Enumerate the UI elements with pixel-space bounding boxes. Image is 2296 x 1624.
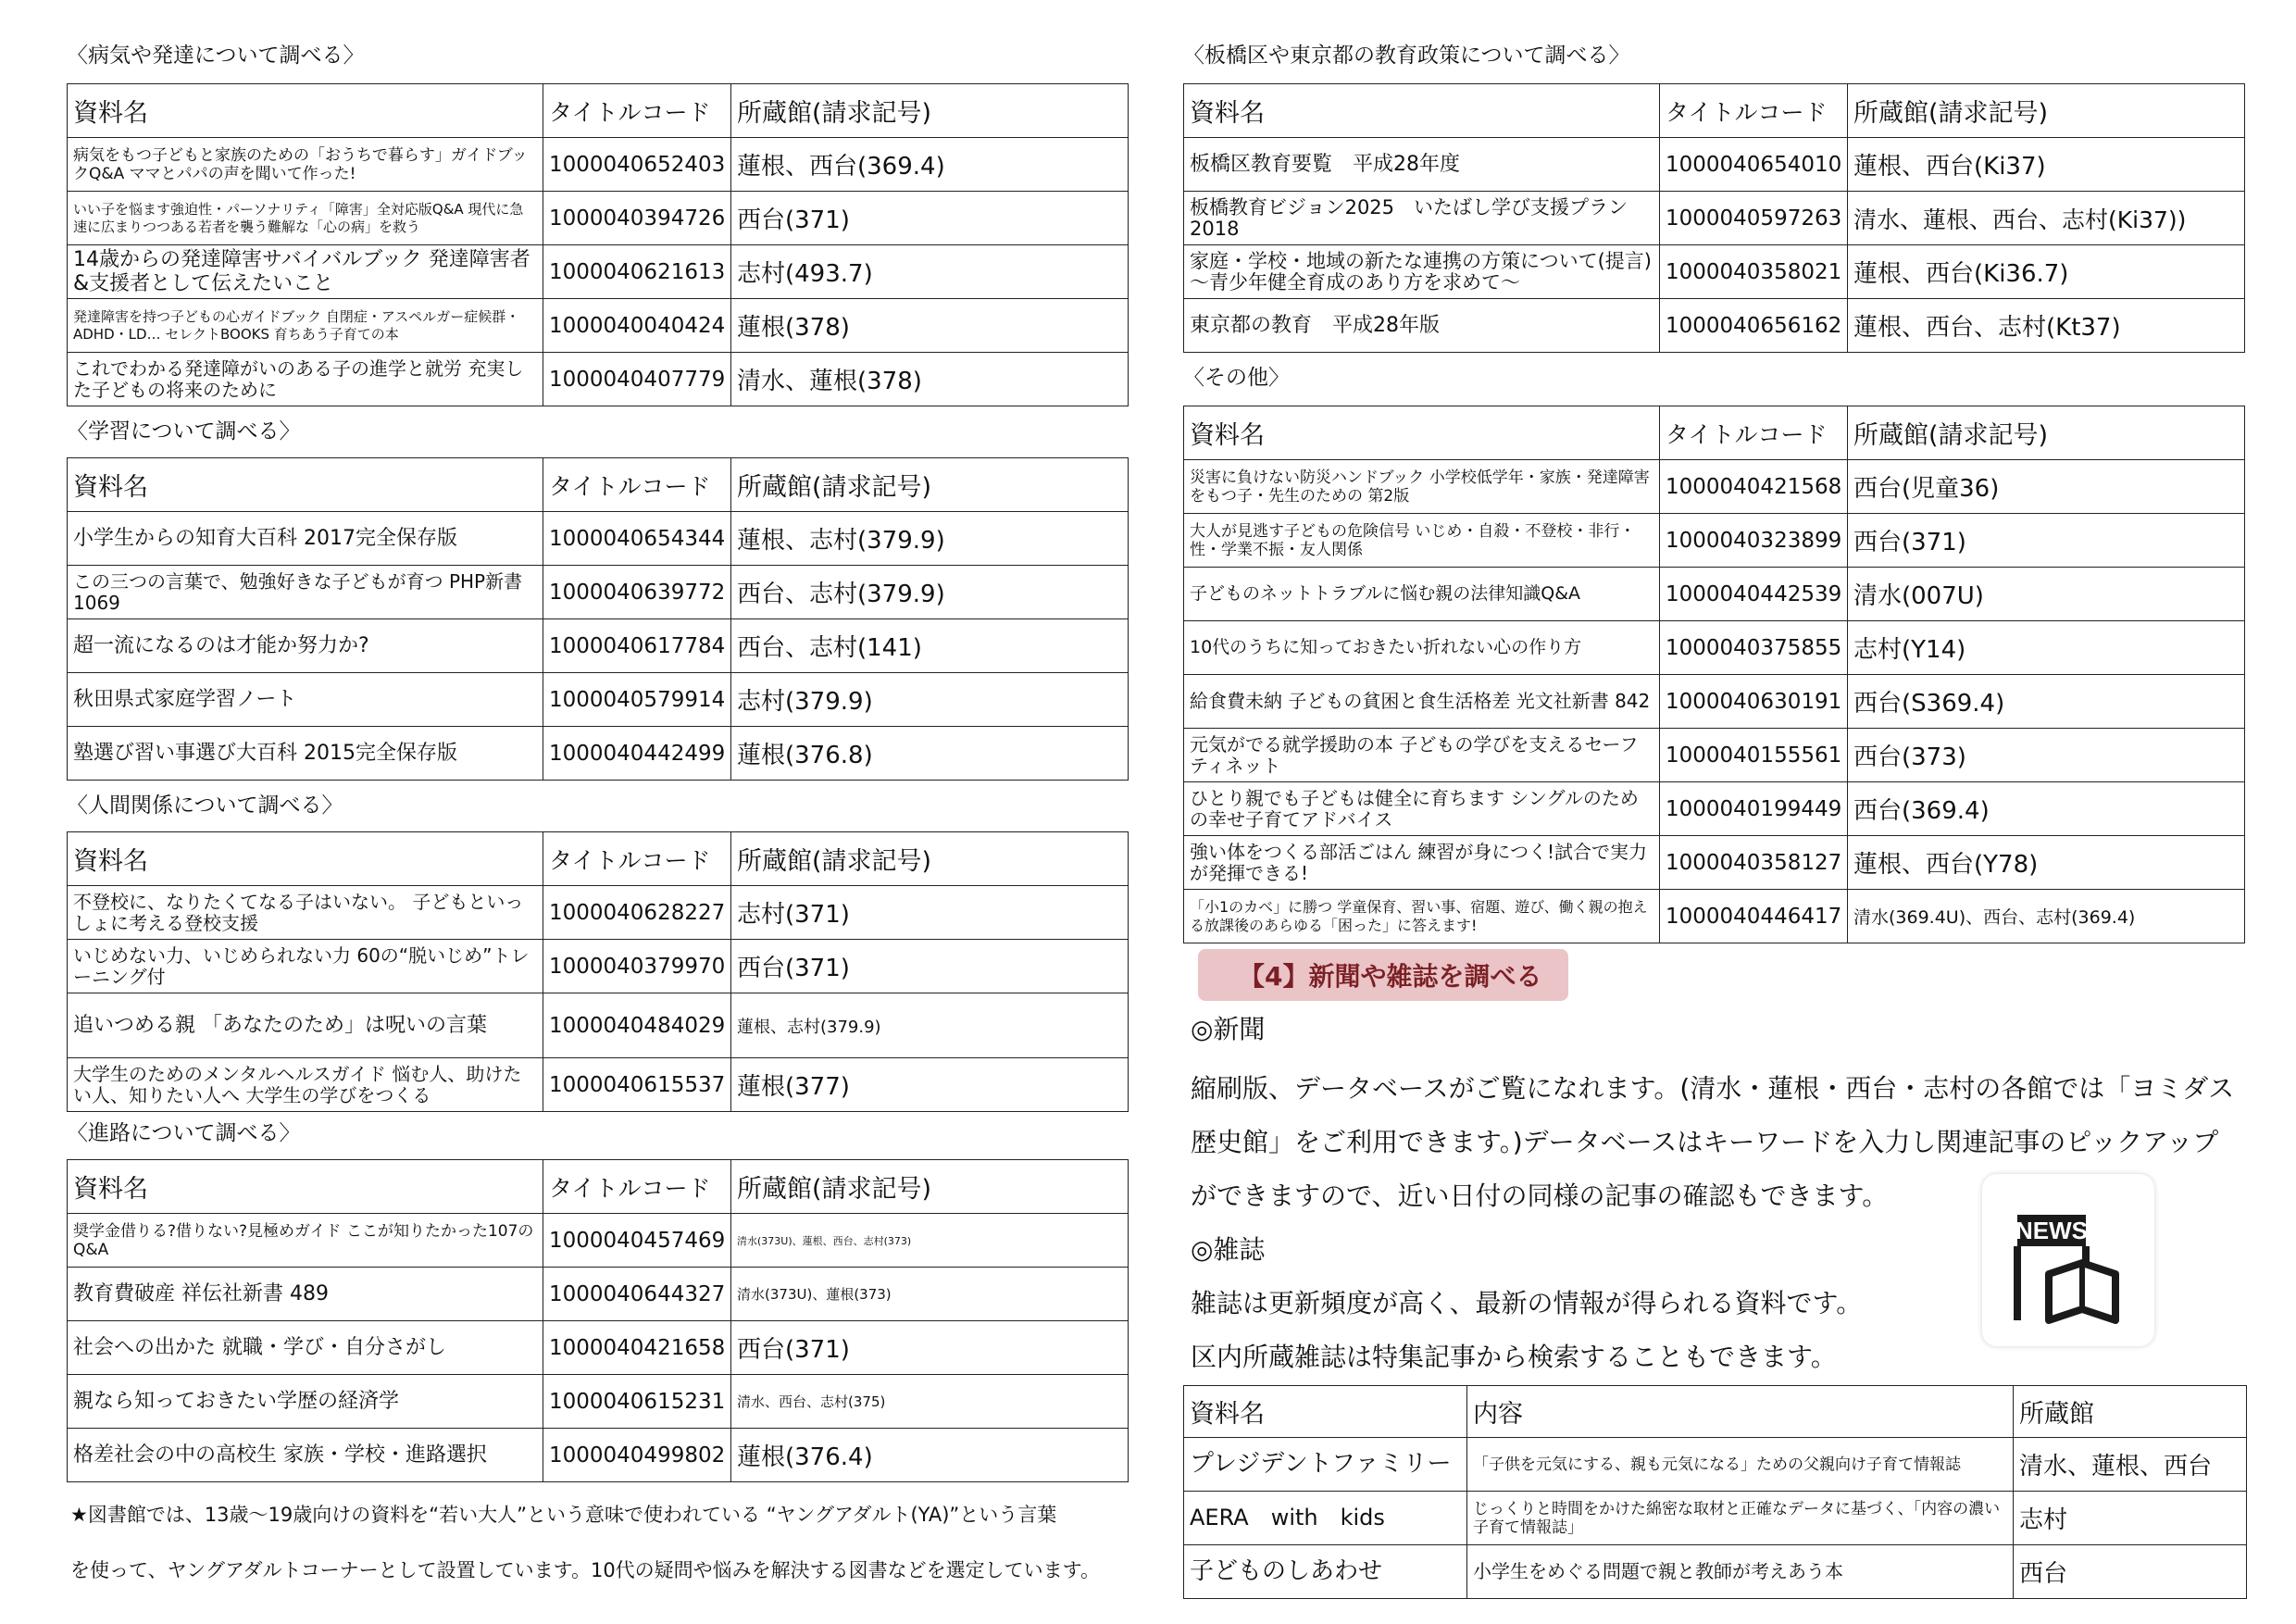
book-title: 板橋教育ビジョン2025 いたばし学び支援プラン2018 bbox=[1184, 192, 1660, 245]
table-row bbox=[1184, 299, 2245, 353]
title-code: 1000040652403 bbox=[543, 138, 731, 192]
library-callnumber: 清水、蓮根(378) bbox=[731, 353, 1129, 406]
library-callnumber: 清水(007U) bbox=[1848, 568, 2245, 621]
library-callnumber: 西台(371) bbox=[731, 1321, 1129, 1375]
book-title: 強い体をつくる部活ごはん 練習が身につく!試合で実力が発揮できる! bbox=[1184, 836, 1660, 890]
news-icon-label: NEWS bbox=[2015, 1217, 2088, 1244]
column-header-code: タイトルコード bbox=[543, 84, 731, 138]
column-header-library: 所蔵館 bbox=[2014, 1386, 2247, 1438]
book-title: 病気をもつ子どもと家族のための「おうちで暮らす」ガイドブックQ&A ママとパパの声を聞いて作った! bbox=[68, 138, 543, 192]
table-row bbox=[68, 299, 1129, 353]
book-title: 追いつめる親 「あなたのため」は呪いの言葉 bbox=[68, 993, 543, 1058]
title-code: 1000040639772 bbox=[543, 566, 731, 619]
title-code: 1000040442499 bbox=[543, 727, 731, 781]
title-code: 1000040621613 bbox=[543, 245, 731, 299]
title-code: 1000040644327 bbox=[543, 1268, 731, 1321]
ya-note-line-2: を使って、ヤングアダルトコーナーとして設置しています。10代の疑問や悩みを解決する図書などを選定しています。 bbox=[70, 1559, 1100, 1581]
column-header-name: 資料名 bbox=[68, 84, 543, 138]
section-heading-study: 〈学習について調べる〉 bbox=[67, 419, 301, 443]
section-badge-news: 【4】新聞や雑誌を調べる bbox=[1198, 949, 1568, 1001]
table-row bbox=[1184, 621, 2245, 675]
magazine-text-line: 区内所蔵雑誌は特集記事から検索することもできます。 bbox=[1191, 1342, 1837, 1372]
magazine-heading: ◎雑誌 bbox=[1191, 1234, 1266, 1265]
book-title: 小学生からの知育大百科 2017完全保存版 bbox=[68, 512, 543, 566]
library-callnumber: 西台、志村(379.9) bbox=[731, 566, 1129, 619]
table-row bbox=[1184, 675, 2245, 729]
library-callnumber: 西台、志村(141) bbox=[731, 619, 1129, 673]
newspaper-text-line: 歴史館」をご利用できます。)データベースはキーワードを入力し関連記事のピックアップ bbox=[1191, 1127, 2219, 1157]
table-row bbox=[68, 566, 1129, 619]
title-code: 1000040358021 bbox=[1660, 245, 1848, 299]
library-callnumber: 蓮根、西台、志村(Kt37) bbox=[1848, 299, 2245, 353]
title-code: 1000040597263 bbox=[1660, 192, 1848, 245]
table-row bbox=[1184, 1438, 2247, 1492]
library-callnumber: 清水、西台、志村(375) bbox=[731, 1375, 1129, 1429]
title-code: 1000040457469 bbox=[543, 1214, 731, 1268]
book-title: 発達障害を持つ子どもの心ガイドブック 自閉症・アスペルガー症候群・ADHD・LD… セレクトBOOKS 育ちあう子育ての本 bbox=[68, 299, 543, 353]
book-title: 格差社会の中の高校生 家族・学校・進路選択 bbox=[68, 1429, 543, 1482]
book-title: 大人が見逃す子どもの危険信号 いじめ・自殺・不登校・非行・性・学業不振・友人関係 bbox=[1184, 514, 1660, 568]
section-heading-relations: 〈人間関係について調べる〉 bbox=[67, 793, 343, 818]
book-title: 奨学金借りる?借りない?見極めガイド ここが知りたかった107のQ&A bbox=[68, 1214, 543, 1268]
library-callnumber: 志村(371) bbox=[731, 886, 1129, 940]
table-row bbox=[1184, 890, 2245, 943]
book-title: 14歳からの発達障害サバイバルブック 発達障害者&支援者として伝えたいこと bbox=[68, 245, 543, 299]
table-header-row bbox=[1184, 84, 2245, 138]
book-title: ひとり親でも子どもは健全に育ちます シングルのための幸せ子育てアドバイス bbox=[1184, 782, 1660, 836]
table-row bbox=[68, 1429, 1129, 1482]
table-row bbox=[1184, 460, 2245, 514]
table-career bbox=[67, 1159, 1129, 1482]
table-row bbox=[1184, 245, 2245, 299]
column-header-library: 所蔵館(請求記号) bbox=[1848, 406, 2245, 460]
newspaper-heading: ◎新聞 bbox=[1191, 1014, 1266, 1044]
library-callnumber: 蓮根、西台(369.4) bbox=[731, 138, 1129, 192]
book-title: 子どものネットトラブルに悩む親の法律知識Q&A bbox=[1184, 568, 1660, 621]
section-heading-illness: 〈病気や発達について調べる〉 bbox=[67, 44, 365, 68]
library-callnumber: 西台(373) bbox=[1848, 729, 2245, 782]
table-row bbox=[68, 353, 1129, 406]
title-code: 1000040656162 bbox=[1660, 299, 1848, 353]
library-callnumber: 蓮根、西台(Ki37) bbox=[1848, 138, 2245, 192]
library-callnumber: 西台(369.4) bbox=[1848, 782, 2245, 836]
table-row bbox=[68, 993, 1129, 1058]
title-code: 1000040499802 bbox=[543, 1429, 731, 1482]
library-callnumber: 西台(児童36) bbox=[1848, 460, 2245, 514]
title-code: 1000040394726 bbox=[543, 192, 731, 245]
title-code: 1000040421658 bbox=[543, 1321, 731, 1375]
section-heading-other: 〈その他〉 bbox=[1183, 366, 1290, 390]
book-title: 給食費未納 子どもの貧困と食生活格差 光文社新書 842 bbox=[1184, 675, 1660, 729]
library-callnumber: 清水(373U)、蓮根、西台、志村(373) bbox=[731, 1214, 1129, 1268]
title-code: 1000040630191 bbox=[1660, 675, 1848, 729]
column-header-name: 資料名 bbox=[1184, 406, 1660, 460]
column-header-library: 所蔵館(請求記号) bbox=[731, 1160, 1129, 1214]
table-row bbox=[68, 673, 1129, 727]
column-header-library: 所蔵館(請求記号) bbox=[731, 84, 1129, 138]
book-title: これでわかる発達障がいのある子の進学と就労 充実した子どもの将来のために bbox=[68, 353, 543, 406]
column-header-name: 資料名 bbox=[1184, 1386, 1467, 1438]
title-code: 1000040615537 bbox=[543, 1058, 731, 1112]
magazine-name: AERA with kids bbox=[1184, 1492, 1467, 1545]
library-callnumber: 蓮根(378) bbox=[731, 299, 1129, 353]
table-row bbox=[68, 727, 1129, 781]
table-row bbox=[1184, 782, 2245, 836]
column-header-library: 所蔵館(請求記号) bbox=[731, 458, 1129, 512]
column-header-library: 所蔵館(請求記号) bbox=[1848, 84, 2245, 138]
book-title: 「小1のカベ」に勝つ 学童保育、習い事、宿題、遊び、働く親の抱える放課後のあらゆる「困った」に答えます! bbox=[1184, 890, 1660, 943]
title-code: 1000040155561 bbox=[1660, 729, 1848, 782]
magazine-content: じっくりと時間をかけた綿密な取材と正確なデータに基づく、「内容の濃い子育て情報誌」 bbox=[1467, 1492, 2014, 1545]
column-header-code: タイトルコード bbox=[1660, 406, 1848, 460]
table-row bbox=[1184, 568, 2245, 621]
book-title: 災害に負けない防災ハンドブック 小学校低学年・家族・発達障害をもつ子・先生のための 第2版 bbox=[1184, 460, 1660, 514]
title-code: 1000040358127 bbox=[1660, 836, 1848, 890]
title-code: 1000040040424 bbox=[543, 299, 731, 353]
table-row bbox=[68, 1268, 1129, 1321]
library-callnumber: 蓮根(377) bbox=[731, 1058, 1129, 1112]
newspaper-text-line: 縮刷版、データベースがご覧になれます。(清水・蓮根・西台・志村の各館では「ヨミダス bbox=[1191, 1073, 2235, 1104]
table-row bbox=[68, 1321, 1129, 1375]
newspaper-icon bbox=[1982, 1174, 2154, 1346]
newspaper-text-line: ができますので、近い日付の同様の記事の確認もできます。 bbox=[1191, 1181, 1889, 1211]
magazine-content: 小学生をめぐる問題で親と教師が考えあう本 bbox=[1467, 1545, 2014, 1599]
book-title: 家庭・学校・地域の新たな連携の方策について(提言)～青少年健全育成のあり方を求めて～ bbox=[1184, 245, 1660, 299]
table-row bbox=[68, 138, 1129, 192]
title-code: 1000040379970 bbox=[543, 940, 731, 993]
library-callnumber: 蓮根、西台(Ki36.7) bbox=[1848, 245, 2245, 299]
book-title: 社会への出かた 就職・学び・自分さがし bbox=[68, 1321, 543, 1375]
title-code: 1000040442539 bbox=[1660, 568, 1848, 621]
table-study bbox=[67, 457, 1129, 781]
table-header-row bbox=[68, 84, 1129, 138]
book-title: 10代のうちに知っておきたい折れない心の作り方 bbox=[1184, 621, 1660, 675]
table-row bbox=[1184, 1545, 2247, 1599]
column-header-name: 資料名 bbox=[68, 458, 543, 512]
library-callnumber: 志村(Y14) bbox=[1848, 621, 2245, 675]
table-header-row bbox=[68, 1160, 1129, 1214]
book-title: 板橋区教育要覧 平成28年度 bbox=[1184, 138, 1660, 192]
column-header-code: タイトルコード bbox=[543, 458, 731, 512]
table-row bbox=[68, 619, 1129, 673]
library-callnumber: 志村(493.7) bbox=[731, 245, 1129, 299]
table-relations bbox=[67, 831, 1129, 1112]
table-other bbox=[1183, 406, 2245, 943]
table-illness bbox=[67, 83, 1129, 406]
column-header-code: タイトルコード bbox=[543, 1160, 731, 1214]
table-row bbox=[1184, 514, 2245, 568]
table-row bbox=[68, 245, 1129, 299]
library-callnumber: 西台(371) bbox=[731, 192, 1129, 245]
library-callnumber: 西台(371) bbox=[1848, 514, 2245, 568]
library-callnumber: 西台(371) bbox=[731, 940, 1129, 993]
table-row bbox=[68, 1375, 1129, 1429]
magazine-library: 西台 bbox=[2014, 1545, 2247, 1599]
library-callnumber: 蓮根、志村(379.9) bbox=[731, 993, 1129, 1058]
news-icon-card bbox=[1982, 1174, 2154, 1346]
column-header-name: 資料名 bbox=[68, 832, 543, 886]
section-heading-policy: 〈板橋区や東京都の教育政策について調べる〉 bbox=[1183, 44, 1630, 68]
library-callnumber: 蓮根、西台(Y78) bbox=[1848, 836, 2245, 890]
table-row bbox=[68, 940, 1129, 993]
table-row bbox=[1184, 1492, 2247, 1545]
table-row bbox=[1184, 836, 2245, 890]
table-row bbox=[68, 192, 1129, 245]
title-code: 1000040617784 bbox=[543, 619, 731, 673]
magazine-name: プレジデントファミリー bbox=[1184, 1438, 1467, 1492]
book-title: 教育費破産 祥伝社新書 489 bbox=[68, 1268, 543, 1321]
book-title: 大学生のためのメンタルヘルスガイド 悩む人、助けたい人、知りたい人へ 大学生の学びをつくる bbox=[68, 1058, 543, 1112]
library-callnumber: 清水、蓮根、西台、志村(Ki37)) bbox=[1848, 192, 2245, 245]
section-heading-career: 〈進路について調べる〉 bbox=[67, 1121, 301, 1145]
library-callnumber: 蓮根(376.8) bbox=[731, 727, 1129, 781]
ya-note-line-1: ★図書館では、13歳～19歳向けの資料を“若い大人”という意味で使われている “ヤングアダルト(YA)”という言葉 bbox=[70, 1504, 1057, 1526]
table-header-row bbox=[1184, 1386, 2247, 1438]
book-title: 東京都の教育 平成28年版 bbox=[1184, 299, 1660, 353]
book-title: この三つの言葉で、勉強好きな子どもが育つ PHP新書 1069 bbox=[68, 566, 543, 619]
title-code: 1000040323899 bbox=[1660, 514, 1848, 568]
book-title: いじめない力、いじめられない力 60の“脱いじめ”トレーニング付 bbox=[68, 940, 543, 993]
title-code: 1000040579914 bbox=[543, 673, 731, 727]
table-row bbox=[68, 1214, 1129, 1268]
library-callnumber: 蓮根、志村(379.9) bbox=[731, 512, 1129, 566]
magazine-text-line: 雑誌は更新頻度が高く、最新の情報が得られる資料です。 bbox=[1191, 1288, 1863, 1318]
library-callnumber: 清水(373U)、蓮根(373) bbox=[731, 1268, 1129, 1321]
book-title: 不登校に、なりたくてなる子はいない。 子どもといっしょに考える登校支援 bbox=[68, 886, 543, 940]
table-row bbox=[1184, 138, 2245, 192]
magazine-content: 「子供を元気にする、親も元気になる」ための父親向け子育て情報誌 bbox=[1467, 1438, 2014, 1492]
library-callnumber: 清水(369.4U)、西台、志村(369.4) bbox=[1848, 890, 2245, 943]
book-title: 超一流になるのは才能か努力か? bbox=[68, 619, 543, 673]
library-callnumber: 西台(S369.4) bbox=[1848, 675, 2245, 729]
title-code: 1000040654010 bbox=[1660, 138, 1848, 192]
table-header-row bbox=[68, 832, 1129, 886]
book-title: いい子を悩ます強迫性・パーソナリティ「障害」全対応版Q&A 現代に急速に広まりつつある若者を襲う難解な「心の病」を救う bbox=[68, 192, 543, 245]
table-policy bbox=[1183, 83, 2245, 353]
title-code: 1000040615231 bbox=[543, 1375, 731, 1429]
table-row bbox=[68, 886, 1129, 940]
magazine-library: 清水、蓮根、西台 bbox=[2014, 1438, 2247, 1492]
title-code: 1000040375855 bbox=[1660, 621, 1848, 675]
table-row bbox=[1184, 192, 2245, 245]
table-row bbox=[68, 1058, 1129, 1112]
column-header-content: 内容 bbox=[1467, 1386, 2014, 1438]
title-code: 1000040484029 bbox=[543, 993, 731, 1058]
book-title: 親なら知っておきたい学歴の経済学 bbox=[68, 1375, 543, 1429]
table-magazines bbox=[1183, 1385, 2247, 1599]
column-header-name: 資料名 bbox=[1184, 84, 1660, 138]
column-header-code: タイトルコード bbox=[1660, 84, 1848, 138]
title-code: 1000040199449 bbox=[1660, 782, 1848, 836]
table-row bbox=[1184, 729, 2245, 782]
magazine-library: 志村 bbox=[2014, 1492, 2247, 1545]
table-row bbox=[68, 512, 1129, 566]
library-callnumber: 蓮根(376.4) bbox=[731, 1429, 1129, 1482]
title-code: 1000040654344 bbox=[543, 512, 731, 566]
title-code: 1000040446417 bbox=[1660, 890, 1848, 943]
column-header-code: タイトルコード bbox=[543, 832, 731, 886]
book-title: 塾選び習い事選び大百科 2015完全保存版 bbox=[68, 727, 543, 781]
column-header-library: 所蔵館(請求記号) bbox=[731, 832, 1129, 886]
book-title: 元気がでる就学援助の本 子どもの学びを支えるセーフティネット bbox=[1184, 729, 1660, 782]
book-title: 秋田県式家庭学習ノート bbox=[68, 673, 543, 727]
title-code: 1000040628227 bbox=[543, 886, 731, 940]
title-code: 1000040407779 bbox=[543, 353, 731, 406]
library-callnumber: 志村(379.9) bbox=[731, 673, 1129, 727]
magazine-name: 子どものしあわせ bbox=[1184, 1545, 1467, 1599]
column-header-name: 資料名 bbox=[68, 1160, 543, 1214]
table-header-row bbox=[68, 458, 1129, 512]
table-header-row bbox=[1184, 406, 2245, 460]
title-code: 1000040421568 bbox=[1660, 460, 1848, 514]
